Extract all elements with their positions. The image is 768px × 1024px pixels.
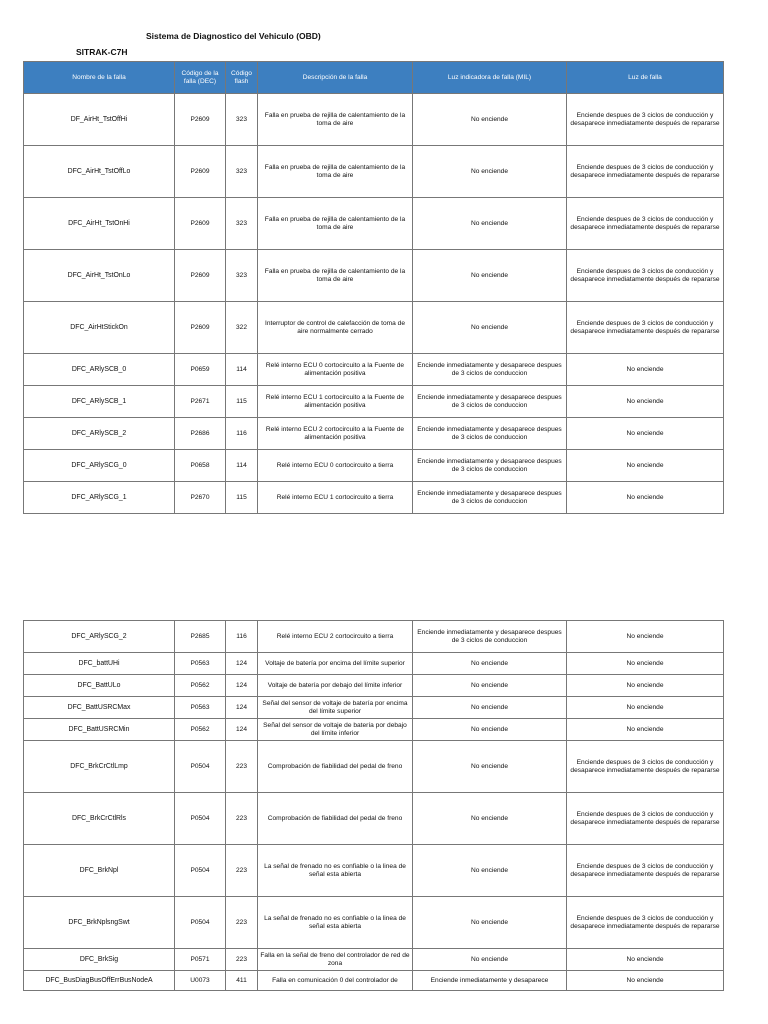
fault-code-cell: P2686: [175, 418, 226, 450]
fault-light-cell: No enciende: [567, 653, 724, 675]
table-row: [24, 621, 724, 653]
table-row: [24, 386, 724, 418]
fault-light-cell: Enciende despues de 3 ciclos de conducción y desaparece inmediatamente después de repararse: [567, 793, 724, 845]
fault-name-cell: DFC_AirHt_TstOnLo: [24, 250, 175, 302]
fault-light-cell: Enciende despues de 3 ciclos de conducción y desaparece inmediatamente después de repararse: [567, 302, 724, 354]
fault-light-cell: No enciende: [567, 386, 724, 418]
flash-code-cell: 223: [226, 845, 258, 897]
mil-cell: No enciende: [413, 949, 567, 971]
table-row: [24, 675, 724, 697]
fault-name-cell: DFC_BrkNpl: [24, 845, 175, 897]
flash-code-cell: 116: [226, 621, 258, 653]
table-body-page-1: [24, 94, 724, 514]
description-cell: Falla en la señal de freno del controlador de red de zona: [258, 949, 413, 971]
description-cell: La señal de frenado no es confiable o la linea de señal esta abierta: [258, 845, 413, 897]
table-row: [24, 354, 724, 386]
description-cell: Relé interno ECU 0 cortocircuito a la Fuente de alimentación positiva: [258, 354, 413, 386]
flash-code-cell: 114: [226, 354, 258, 386]
fault-name-cell: DFC_ARlySCG_1: [24, 482, 175, 514]
fault-code-cell: P2609: [175, 198, 226, 250]
description-cell: Comprobación de fiabilidad del pedal de freno: [258, 793, 413, 845]
table-row: [24, 697, 724, 719]
header-mil: Luz indicadora de falla (MIL): [413, 62, 567, 94]
document-title: Sistema de Diagnostico del Vehiculo (OBD): [146, 31, 321, 41]
fault-light-cell: No enciende: [567, 450, 724, 482]
fault-light-cell: No enciende: [567, 949, 724, 971]
fault-name-cell: DFC_BattUSRCMin: [24, 719, 175, 741]
fault-code-cell: P2609: [175, 146, 226, 198]
flash-code-cell: 124: [226, 719, 258, 741]
fault-code-cell: P0504: [175, 845, 226, 897]
table-row: [24, 949, 724, 971]
header-fault-name: Nombre de la falla: [24, 62, 175, 94]
fault-code-cell: P0504: [175, 741, 226, 793]
fault-code-cell: P0562: [175, 719, 226, 741]
fault-code-cell: P0563: [175, 653, 226, 675]
fault-table-page-1: [23, 61, 724, 514]
mil-cell: No enciende: [413, 653, 567, 675]
description-cell: Señal del sensor de voltaje de batería por debajo del límite inferior: [258, 719, 413, 741]
table-row: [24, 146, 724, 198]
fault-light-cell: Enciende despues de 3 ciclos de conducción y desaparece inmediatamente después de repararse: [567, 845, 724, 897]
fault-name-cell: DFC_battUHi: [24, 653, 175, 675]
mil-cell: No enciende: [413, 719, 567, 741]
flash-code-cell: 323: [226, 250, 258, 302]
fault-code-cell: P0504: [175, 793, 226, 845]
mil-cell: No enciende: [413, 94, 567, 146]
fault-code-cell: P0563: [175, 697, 226, 719]
mil-cell: No enciende: [413, 146, 567, 198]
description-cell: Falla en prueba de rejilla de calentamiento de la toma de aire: [258, 94, 413, 146]
description-cell: Falla en prueba de rejilla de calentamiento de la toma de aire: [258, 250, 413, 302]
mil-cell: No enciende: [413, 675, 567, 697]
description-cell: La señal de frenado no es confiable o la linea de señal esta abierta: [258, 897, 413, 949]
table-row: [24, 845, 724, 897]
fault-code-cell: P2609: [175, 250, 226, 302]
fault-light-cell: Enciende despues de 3 ciclos de conducción y desaparece inmediatamente después de repararse: [567, 250, 724, 302]
flash-code-cell: 124: [226, 675, 258, 697]
table-row: [24, 250, 724, 302]
fault-light-cell: No enciende: [567, 675, 724, 697]
table-row: [24, 482, 724, 514]
fault-code-cell: P0659: [175, 354, 226, 386]
mil-cell: No enciende: [413, 793, 567, 845]
table-row: [24, 897, 724, 949]
mil-cell: Enciende inmediatamente y desaparece despues de 3 ciclos de conduccion: [413, 386, 567, 418]
fault-name-cell: DFC_BattULo: [24, 675, 175, 697]
table-row: [24, 971, 724, 991]
fault-code-cell: P2685: [175, 621, 226, 653]
fault-name-cell: DFC_ARlySCB_2: [24, 418, 175, 450]
mil-cell: No enciende: [413, 741, 567, 793]
fault-code-cell: P0504: [175, 897, 226, 949]
description-cell: Falla en comunicación 0 del controlador de: [258, 971, 413, 991]
description-cell: Voltaje de batería por debajo del límite inferior: [258, 675, 413, 697]
fault-code-cell: U0073: [175, 971, 226, 991]
fault-name-cell: DFC_BrkCrCtlRls: [24, 793, 175, 845]
description-cell: Falla en prueba de rejilla de calentamiento de la toma de aire: [258, 146, 413, 198]
description-cell: Relé interno ECU 0 cortocircuito a tierra: [258, 450, 413, 482]
fault-light-cell: No enciende: [567, 482, 724, 514]
fault-name-cell: DFC_ARlySCG_0: [24, 450, 175, 482]
description-cell: Relé interno ECU 1 cortocircuito a la Fuente de alimentación positiva: [258, 386, 413, 418]
flash-code-cell: 115: [226, 482, 258, 514]
table-row: [24, 198, 724, 250]
mil-cell: Enciende inmediatamente y desaparece despues de 3 ciclos de conduccion: [413, 450, 567, 482]
fault-light-cell: No enciende: [567, 354, 724, 386]
flash-code-cell: 323: [226, 198, 258, 250]
flash-code-cell: 124: [226, 697, 258, 719]
mil-cell: Enciende inmediatamente y desaparece despues de 3 ciclos de conduccion: [413, 354, 567, 386]
fault-light-cell: No enciende: [567, 971, 724, 991]
description-cell: Falla en prueba de rejilla de calentamiento de la toma de aire: [258, 198, 413, 250]
flash-code-cell: 116: [226, 418, 258, 450]
fault-light-cell: Enciende despues de 3 ciclos de conducción y desaparece inmediatamente después de repararse: [567, 94, 724, 146]
flash-code-cell: 115: [226, 386, 258, 418]
table-row: [24, 741, 724, 793]
table-row: [24, 302, 724, 354]
mil-cell: No enciende: [413, 697, 567, 719]
fault-code-cell: P2609: [175, 302, 226, 354]
flash-code-cell: 223: [226, 897, 258, 949]
flash-code-cell: 223: [226, 741, 258, 793]
table-body-page-2: [24, 621, 724, 991]
mil-cell: No enciende: [413, 302, 567, 354]
fault-name-cell: DFC_BusDiagBusOffErrBusNodeA: [24, 971, 175, 991]
fault-code-cell: P0571: [175, 949, 226, 971]
fault-code-cell: P2670: [175, 482, 226, 514]
fault-code-cell: P2671: [175, 386, 226, 418]
fault-code-cell: P0658: [175, 450, 226, 482]
table-row: [24, 450, 724, 482]
mil-cell: No enciende: [413, 250, 567, 302]
mil-cell: No enciende: [413, 845, 567, 897]
description-cell: Relé interno ECU 1 cortocircuito a tierra: [258, 482, 413, 514]
description-cell: Interruptor de control de calefacción de toma de aire normalmente cerrado: [258, 302, 413, 354]
mil-cell: Enciende inmediatamente y desaparece: [413, 971, 567, 991]
mil-cell: Enciende inmediatamente y desaparece despues de 3 ciclos de conduccion: [413, 621, 567, 653]
fault-light-cell: Enciende despues de 3 ciclos de conducción y desaparece inmediatamente después de repararse: [567, 146, 724, 198]
flash-code-cell: 114: [226, 450, 258, 482]
description-cell: Relé interno ECU 2 cortocircuito a tierra: [258, 621, 413, 653]
fault-name-cell: DFC_BrkSig: [24, 949, 175, 971]
flash-code-cell: 323: [226, 94, 258, 146]
flash-code-cell: 223: [226, 949, 258, 971]
fault-table-page-2: [23, 620, 724, 991]
fault-name-cell: DFC_ARlySCB_0: [24, 354, 175, 386]
description-cell: Relé interno ECU 2 cortocircuito a la Fuente de alimentación positiva: [258, 418, 413, 450]
description-cell: Voltaje de batería por encima del límite superior: [258, 653, 413, 675]
fault-name-cell: DFC_ARlySCB_1: [24, 386, 175, 418]
flash-code-cell: 411: [226, 971, 258, 991]
fault-code-cell: P0562: [175, 675, 226, 697]
header-fault-code: Código de la falla (DEC): [175, 62, 226, 94]
fault-name-cell: DFC_AirHt_TstOffLo: [24, 146, 175, 198]
fault-name-cell: DFC_BrkNplsngSwt: [24, 897, 175, 949]
fault-light-cell: No enciende: [567, 697, 724, 719]
header-flash-code: Código flash: [226, 62, 258, 94]
description-cell: Señal del sensor de voltaje de batería por encima del límite superior: [258, 697, 413, 719]
fault-code-cell: P2609: [175, 94, 226, 146]
header-fault-light: Luz de falla: [567, 62, 724, 94]
description-cell: Comprobación de fiabilidad del pedal de freno: [258, 741, 413, 793]
table-header-row: [24, 62, 724, 94]
fault-light-cell: Enciende despues de 3 ciclos de conducción y desaparece inmediatamente después de repararse: [567, 198, 724, 250]
table-row: [24, 793, 724, 845]
table-row: [24, 94, 724, 146]
table-row: [24, 653, 724, 675]
mil-cell: Enciende inmediatamente y desaparece despues de 3 ciclos de conduccion: [413, 482, 567, 514]
fault-name-cell: DFC_AirHt_TstOnHi: [24, 198, 175, 250]
fault-light-cell: No enciende: [567, 418, 724, 450]
header-description: Descripción de la falla: [258, 62, 413, 94]
flash-code-cell: 124: [226, 653, 258, 675]
fault-name-cell: DFC_ARlySCG_2: [24, 621, 175, 653]
mil-cell: Enciende inmediatamente y desaparece despues de 3 ciclos de conduccion: [413, 418, 567, 450]
fault-light-cell: No enciende: [567, 621, 724, 653]
fault-light-cell: No enciende: [567, 719, 724, 741]
fault-name-cell: DFC_AirHtStickOn: [24, 302, 175, 354]
fault-name-cell: DF_AirHt_TstOffHi: [24, 94, 175, 146]
fault-name-cell: DFC_BrkCrCtlLmp: [24, 741, 175, 793]
flash-code-cell: 323: [226, 146, 258, 198]
table-row: [24, 719, 724, 741]
fault-light-cell: Enciende despues de 3 ciclos de conducción y desaparece inmediatamente después de repararse: [567, 741, 724, 793]
vehicle-model: SITRAK-C7H: [76, 47, 128, 57]
mil-cell: No enciende: [413, 198, 567, 250]
table-row: [24, 418, 724, 450]
flash-code-cell: 322: [226, 302, 258, 354]
mil-cell: No enciende: [413, 897, 567, 949]
fault-name-cell: DFC_BattUSRCMax: [24, 697, 175, 719]
fault-light-cell: Enciende despues de 3 ciclos de conducción y desaparece inmediatamente después de repararse: [567, 897, 724, 949]
flash-code-cell: 223: [226, 793, 258, 845]
